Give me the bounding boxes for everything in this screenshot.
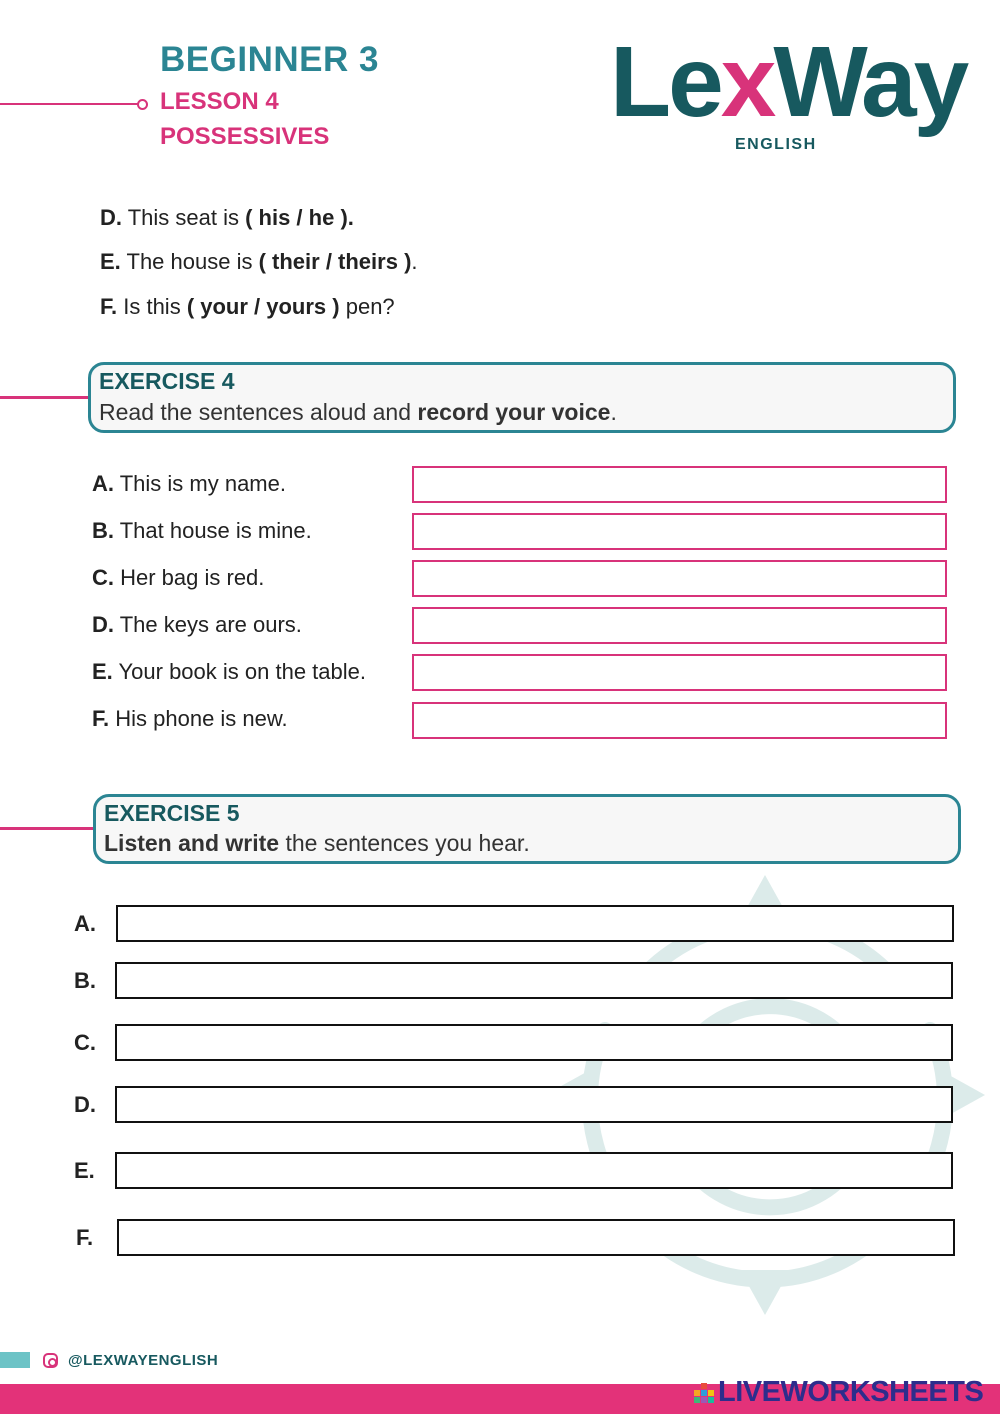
ex4-text-f: His phone is new. [109, 706, 288, 731]
record-box-e[interactable] [412, 654, 947, 691]
ex3-letter-d: D. [100, 205, 122, 230]
ex4-letter-a: A. [92, 471, 114, 496]
ex3-question-f [100, 294, 395, 320]
exercise4-instruction [99, 399, 617, 426]
ex3-choice-f[interactable]: ( your / yours ) [186, 294, 340, 319]
social-handle[interactable]: @LEXWAYENGLISH [68, 1352, 219, 1369]
ex3-question-d [100, 205, 354, 231]
ex4-sentence-c [92, 565, 264, 591]
ex4-text-d: The keys are ours. [114, 612, 302, 637]
ex3-text-f: Is this [117, 294, 187, 319]
ex3-letter-f: F. [100, 294, 118, 319]
logo-x: x [720, 26, 774, 138]
ex5-decor-line [0, 827, 95, 830]
ex4-sentence-d [92, 612, 302, 638]
ex4-instruction-end: . [610, 399, 617, 425]
ex4-sentence-b [92, 518, 312, 544]
ex4-sentence-e [92, 659, 366, 685]
ex4-instruction-bold: record your voice [417, 399, 611, 425]
lesson-title: LESSON 4 [160, 88, 279, 115]
ex4-letter-f: F. [92, 706, 110, 731]
level-title: BEGINNER 3 [160, 40, 379, 79]
ex5-instruction-plain: the sentences you hear. [279, 830, 530, 856]
ex3-text-d: This seat is [122, 205, 246, 230]
record-box-f[interactable] [412, 702, 947, 739]
ex4-text-e: Your book is on the table. [112, 659, 366, 684]
ex4-instruction-plain: Read the sentences aloud and [99, 399, 418, 425]
write-box-e[interactable] [115, 1152, 953, 1189]
ex4-letter-e: E. [92, 659, 113, 684]
ex3-letter-e: E. [100, 249, 121, 274]
instagram-icon [43, 1353, 58, 1368]
write-box-f[interactable] [117, 1219, 955, 1256]
ex4-text-a: This is my name. [114, 471, 286, 496]
ex5-label-c: C. [74, 1030, 96, 1055]
liveworksheets-text: LIVEWORKSHEETS [718, 1376, 984, 1408]
logo-part1: Le [610, 26, 721, 138]
write-box-c[interactable] [115, 1024, 953, 1061]
ex4-text-c: Her bag is red. [114, 565, 265, 590]
ex3-choice-d[interactable]: ( his / he ). [245, 205, 354, 230]
ex5-label-b: B. [74, 968, 96, 993]
record-box-c[interactable] [412, 560, 947, 597]
liveworksheets-logo[interactable] [694, 1376, 994, 1412]
exercise5-instruction [104, 830, 530, 857]
write-box-a[interactable] [116, 905, 954, 942]
ex4-letter-b: B. [92, 518, 114, 543]
footer-teal-block [0, 1352, 30, 1368]
ex5-label-a: A. [74, 911, 96, 936]
logo-wordmark [610, 26, 967, 138]
exercise4-title: EXERCISE 4 [99, 368, 235, 394]
record-box-a[interactable] [412, 466, 947, 503]
logo-part2: Way [773, 26, 967, 138]
ex4-sentence-a [92, 471, 286, 497]
ex3-choice-e[interactable]: ( their / theirs ) [258, 249, 412, 274]
header-decor-line [0, 103, 138, 105]
topic-title: POSSESSIVES [160, 123, 330, 150]
header-decor-dot [137, 99, 148, 110]
ex3-question-e [100, 249, 418, 275]
liveworksheets-blocks-icon [694, 1380, 716, 1404]
logo-subtitle: ENGLISH [735, 136, 817, 153]
ex4-decor-line [0, 396, 90, 399]
write-box-d[interactable] [115, 1086, 953, 1123]
ex4-letter-c: C. [92, 565, 114, 590]
write-box-b[interactable] [115, 962, 953, 999]
ex4-sentence-f [92, 706, 288, 732]
ex5-label-d: D. [74, 1092, 96, 1117]
ex5-instruction-bold: Listen and write [104, 830, 280, 856]
ex4-letter-d: D. [92, 612, 114, 637]
ex3-after-f: pen? [339, 294, 395, 319]
ex4-text-b: That house is mine. [114, 518, 312, 543]
lexway-logo [610, 26, 967, 158]
record-box-b[interactable] [412, 513, 947, 550]
ex3-text-e: The house is [120, 249, 259, 274]
ex5-label-f: F. [76, 1225, 94, 1250]
ex3-after-e: . [411, 249, 418, 274]
exercise5-title: EXERCISE 5 [104, 800, 240, 826]
record-box-d[interactable] [412, 607, 947, 644]
ex5-label-e: E. [74, 1158, 95, 1183]
